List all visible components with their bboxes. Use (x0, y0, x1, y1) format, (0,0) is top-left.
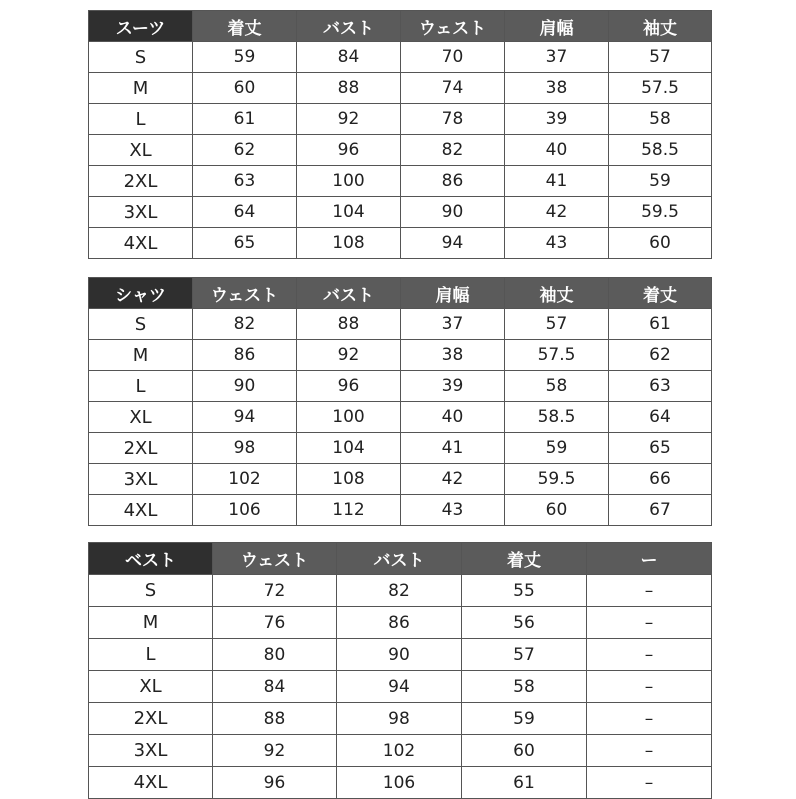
measurement-cell: 84 (213, 671, 337, 703)
measurement-cell: 60 (193, 73, 297, 104)
measurement-cell: 80 (213, 639, 337, 671)
measurement-cell: 65 (193, 228, 297, 259)
measurement-cell: 98 (193, 433, 297, 464)
measurement-cell: 82 (401, 135, 505, 166)
column-header: 肩幅 (505, 11, 609, 42)
size-label: 3XL (89, 197, 193, 228)
measurement-cell: 100 (297, 166, 401, 197)
measurement-cell: 90 (193, 371, 297, 402)
table-row (89, 671, 712, 703)
measurement-cell: 63 (609, 371, 712, 402)
vest-size-table (88, 542, 712, 799)
table-row (89, 464, 712, 495)
measurement-cell: 88 (297, 309, 401, 340)
table-row (89, 639, 712, 671)
measurement-cell: 112 (297, 495, 401, 526)
measurement-cell: 108 (297, 228, 401, 259)
measurement-cell: 90 (401, 197, 505, 228)
measurement-cell: 60 (462, 735, 587, 767)
size-label: L (89, 371, 193, 402)
table-category-label: スーツ (89, 11, 193, 42)
measurement-cell: 57 (462, 639, 587, 671)
table-category-label: ベスト (89, 543, 213, 575)
measurement-cell: 86 (401, 166, 505, 197)
measurement-cell: 104 (297, 433, 401, 464)
measurement-cell: 96 (297, 371, 401, 402)
size-label: M (89, 340, 193, 371)
measurement-cell: 92 (213, 735, 337, 767)
table-row (89, 135, 712, 166)
measurement-cell: 76 (213, 607, 337, 639)
measurement-cell: 59 (462, 703, 587, 735)
measurement-cell: 86 (337, 607, 462, 639)
measurement-cell: 58.5 (609, 135, 712, 166)
measurement-cell: 61 (193, 104, 297, 135)
measurement-cell: 108 (297, 464, 401, 495)
measurement-cell: – (587, 735, 712, 767)
table-header-row (89, 543, 712, 575)
measurement-cell: – (587, 703, 712, 735)
shirt-size-table (88, 277, 712, 526)
measurement-cell: 94 (401, 228, 505, 259)
measurement-cell: 63 (193, 166, 297, 197)
measurement-cell: 61 (462, 767, 587, 799)
column-header: バスト (297, 11, 401, 42)
column-header: バスト (297, 278, 401, 309)
column-header: ウェスト (193, 278, 297, 309)
measurement-cell: 56 (462, 607, 587, 639)
measurement-cell: 67 (609, 495, 712, 526)
table-row (89, 495, 712, 526)
table-row (89, 575, 712, 607)
measurement-cell: 43 (505, 228, 609, 259)
measurement-cell: – (587, 607, 712, 639)
measurement-cell: 74 (401, 73, 505, 104)
measurement-cell: – (587, 767, 712, 799)
measurement-cell: 60 (609, 228, 712, 259)
measurement-cell: 82 (193, 309, 297, 340)
measurement-cell: 62 (193, 135, 297, 166)
measurement-cell: 66 (609, 464, 712, 495)
measurement-cell: 98 (337, 703, 462, 735)
size-label: S (89, 309, 193, 340)
measurement-cell: 40 (505, 135, 609, 166)
measurement-cell: 59.5 (505, 464, 609, 495)
measurement-cell: 65 (609, 433, 712, 464)
measurement-cell: 59.5 (609, 197, 712, 228)
measurement-cell: 58 (609, 104, 712, 135)
measurement-cell: 94 (337, 671, 462, 703)
measurement-cell: – (587, 575, 712, 607)
measurement-cell: 57 (505, 309, 609, 340)
measurement-cell: – (587, 639, 712, 671)
table-row (89, 228, 712, 259)
measurement-cell: 42 (401, 464, 505, 495)
table-header-row (89, 11, 712, 42)
measurement-cell: 100 (297, 402, 401, 433)
measurement-cell: 38 (505, 73, 609, 104)
measurement-cell: 58 (462, 671, 587, 703)
column-header: 着丈 (462, 543, 587, 575)
column-header: バスト (337, 543, 462, 575)
measurement-cell: 90 (337, 639, 462, 671)
measurement-cell: – (587, 671, 712, 703)
measurement-cell: 55 (462, 575, 587, 607)
table-row (89, 73, 712, 104)
measurement-cell: 72 (213, 575, 337, 607)
size-label: L (89, 104, 193, 135)
size-label: 4XL (89, 228, 193, 259)
size-label: XL (89, 671, 213, 703)
size-label: XL (89, 135, 193, 166)
measurement-cell: 37 (505, 42, 609, 73)
measurement-cell: 39 (401, 371, 505, 402)
table-row (89, 433, 712, 464)
measurement-cell: 41 (401, 433, 505, 464)
size-label: S (89, 42, 193, 73)
table-row (89, 607, 712, 639)
measurement-cell: 92 (297, 340, 401, 371)
size-label: 2XL (89, 166, 193, 197)
size-label: M (89, 73, 193, 104)
measurement-cell: 37 (401, 309, 505, 340)
table-row (89, 402, 712, 433)
measurement-cell: 106 (337, 767, 462, 799)
column-header: 着丈 (609, 278, 712, 309)
measurement-cell: 96 (297, 135, 401, 166)
size-label: 2XL (89, 703, 213, 735)
size-label: XL (89, 402, 193, 433)
measurement-cell: 84 (297, 42, 401, 73)
measurement-cell: 39 (505, 104, 609, 135)
measurement-cell: 78 (401, 104, 505, 135)
size-label: 3XL (89, 464, 193, 495)
measurement-cell: 102 (193, 464, 297, 495)
size-label: 3XL (89, 735, 213, 767)
size-label: S (89, 575, 213, 607)
measurement-cell: 86 (193, 340, 297, 371)
measurement-cell: 43 (401, 495, 505, 526)
measurement-cell: 82 (337, 575, 462, 607)
table-row (89, 197, 712, 228)
table-row (89, 735, 712, 767)
table-row (89, 340, 712, 371)
size-label: 4XL (89, 767, 213, 799)
table-row (89, 104, 712, 135)
measurement-cell: 88 (297, 73, 401, 104)
column-header: 袖丈 (505, 278, 609, 309)
measurement-cell: 61 (609, 309, 712, 340)
measurement-cell: 62 (609, 340, 712, 371)
table-row (89, 166, 712, 197)
column-header: ウェスト (213, 543, 337, 575)
column-header: 袖丈 (609, 11, 712, 42)
table-row (89, 42, 712, 73)
measurement-cell: 96 (213, 767, 337, 799)
column-header: 着丈 (193, 11, 297, 42)
size-label: M (89, 607, 213, 639)
measurement-cell: 57.5 (505, 340, 609, 371)
measurement-cell: 42 (505, 197, 609, 228)
measurement-cell: 88 (213, 703, 337, 735)
measurement-cell: 57 (609, 42, 712, 73)
table-row (89, 309, 712, 340)
measurement-cell: 64 (609, 402, 712, 433)
measurement-cell: 57.5 (609, 73, 712, 104)
measurement-cell: 106 (193, 495, 297, 526)
measurement-cell: 60 (505, 495, 609, 526)
size-label: L (89, 639, 213, 671)
measurement-cell: 40 (401, 402, 505, 433)
measurement-cell: 94 (193, 402, 297, 433)
measurement-cell: 58.5 (505, 402, 609, 433)
table-category-label: シャツ (89, 278, 193, 309)
measurement-cell: 38 (401, 340, 505, 371)
table-header-row (89, 278, 712, 309)
measurement-cell: 59 (193, 42, 297, 73)
size-label: 4XL (89, 495, 193, 526)
suit-size-table (88, 10, 712, 259)
measurement-cell: 64 (193, 197, 297, 228)
table-row (89, 703, 712, 735)
table-row (89, 767, 712, 799)
column-header: ウェスト (401, 11, 505, 42)
measurement-cell: 41 (505, 166, 609, 197)
measurement-cell: 102 (337, 735, 462, 767)
measurement-cell: 58 (505, 371, 609, 402)
measurement-cell: 59 (505, 433, 609, 464)
table-row (89, 371, 712, 402)
measurement-cell: 70 (401, 42, 505, 73)
column-header: ー (587, 543, 712, 575)
measurement-cell: 104 (297, 197, 401, 228)
measurement-cell: 92 (297, 104, 401, 135)
column-header: 肩幅 (401, 278, 505, 309)
measurement-cell: 59 (609, 166, 712, 197)
size-label: 2XL (89, 433, 193, 464)
